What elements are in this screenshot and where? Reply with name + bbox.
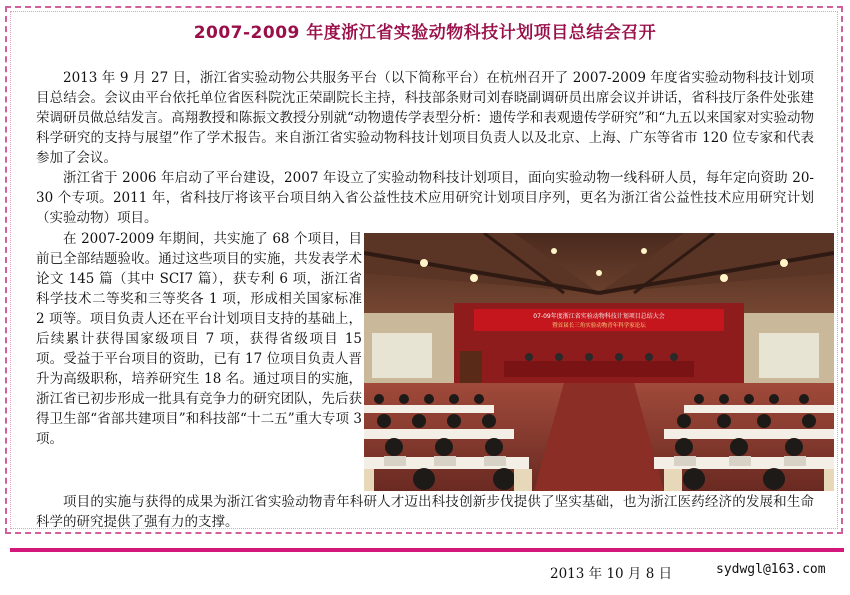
paragraph-4: 项目的实施与获得的成果为浙江省实验动物青年科研人才迈出科技创新步伐提供了坚实基础，也为浙江医药经济的发展和生命科学的研究提供了强有力的支撑。 bbox=[36, 494, 814, 530]
conference-photo bbox=[364, 233, 834, 491]
bottom-divider bbox=[10, 548, 844, 552]
banner-line-1: 07-09年度浙江省实验动物科技计划项目总结大会 bbox=[533, 313, 665, 320]
paragraph-3: 在 2007-2009 年期间，共实施了 68 个项目，目前已全部结题验收。通过这些项目的实施，共发表学术论文 145 篇（其中 SCI7 篇），获专利 6 项，浙江省科学技术二等奖和三等奖各 1 项，形成相关国家标准 2 项等。项目负责人还在平台计划项目支持的基础上，后续累计获得国家级项目 7 项，获得省级项目 15 项。受益于平台项目的资助，已有 17 位项目负责人晋升为高级职称，培养研究生 18 名。通过项目的实施，浙江省已初步形成一批具有竞争力的研究团队，先后获得卫生部“省部共建项目”和科技部“十二五”重大专项 3 项。 bbox=[36, 231, 362, 447]
article-title: 2007-2009 年度浙江省实验动物科技计划项目总结会召开 bbox=[193, 23, 657, 43]
footer-date: 2013 年 10 月 8 日 bbox=[550, 566, 673, 582]
banner-line-2: 暨首届长三角实验动物青年科学家论坛 bbox=[552, 323, 646, 329]
paragraph-1: 2013 年 9 月 27 日，浙江省实验动物公共服务平台（以下简称平台）在杭州召开了 2007-2009 年度省实验动物科技计划项目总结会。会议由平台依托单位省医科院沈正荣副院长主持，科技部条财司刘春晓副调研员出席会议并讲话，省科技厅条件处张建荣调研员做总结发言。高翔教授和陈振文教授分别就“动物遗传学表型分析：遗传学和表观遗传学研究”和“九五以来国家对实验动物科学研究的支持与展望”作了学术报告。来自浙江省实验动物科技计划项目负责人以及北京、上海、广东等省市 120 位专家和代表参加了会议。 bbox=[36, 70, 814, 166]
paragraph-2: 浙江省于 2006 年启动了平台建设，2007 年设立了实验动物科技计划项目，面向实验动物一线科研人员，每年定向资助 20-30 个专项。2011 年，省科技厅将该平台项目纳入省公益性技术应用研究计划项目序列，更名为浙江省公益性技术应用研究计划（实验动物）项目。 bbox=[36, 170, 814, 226]
footer-email[interactable]: sydwgl@163.com bbox=[716, 562, 826, 577]
